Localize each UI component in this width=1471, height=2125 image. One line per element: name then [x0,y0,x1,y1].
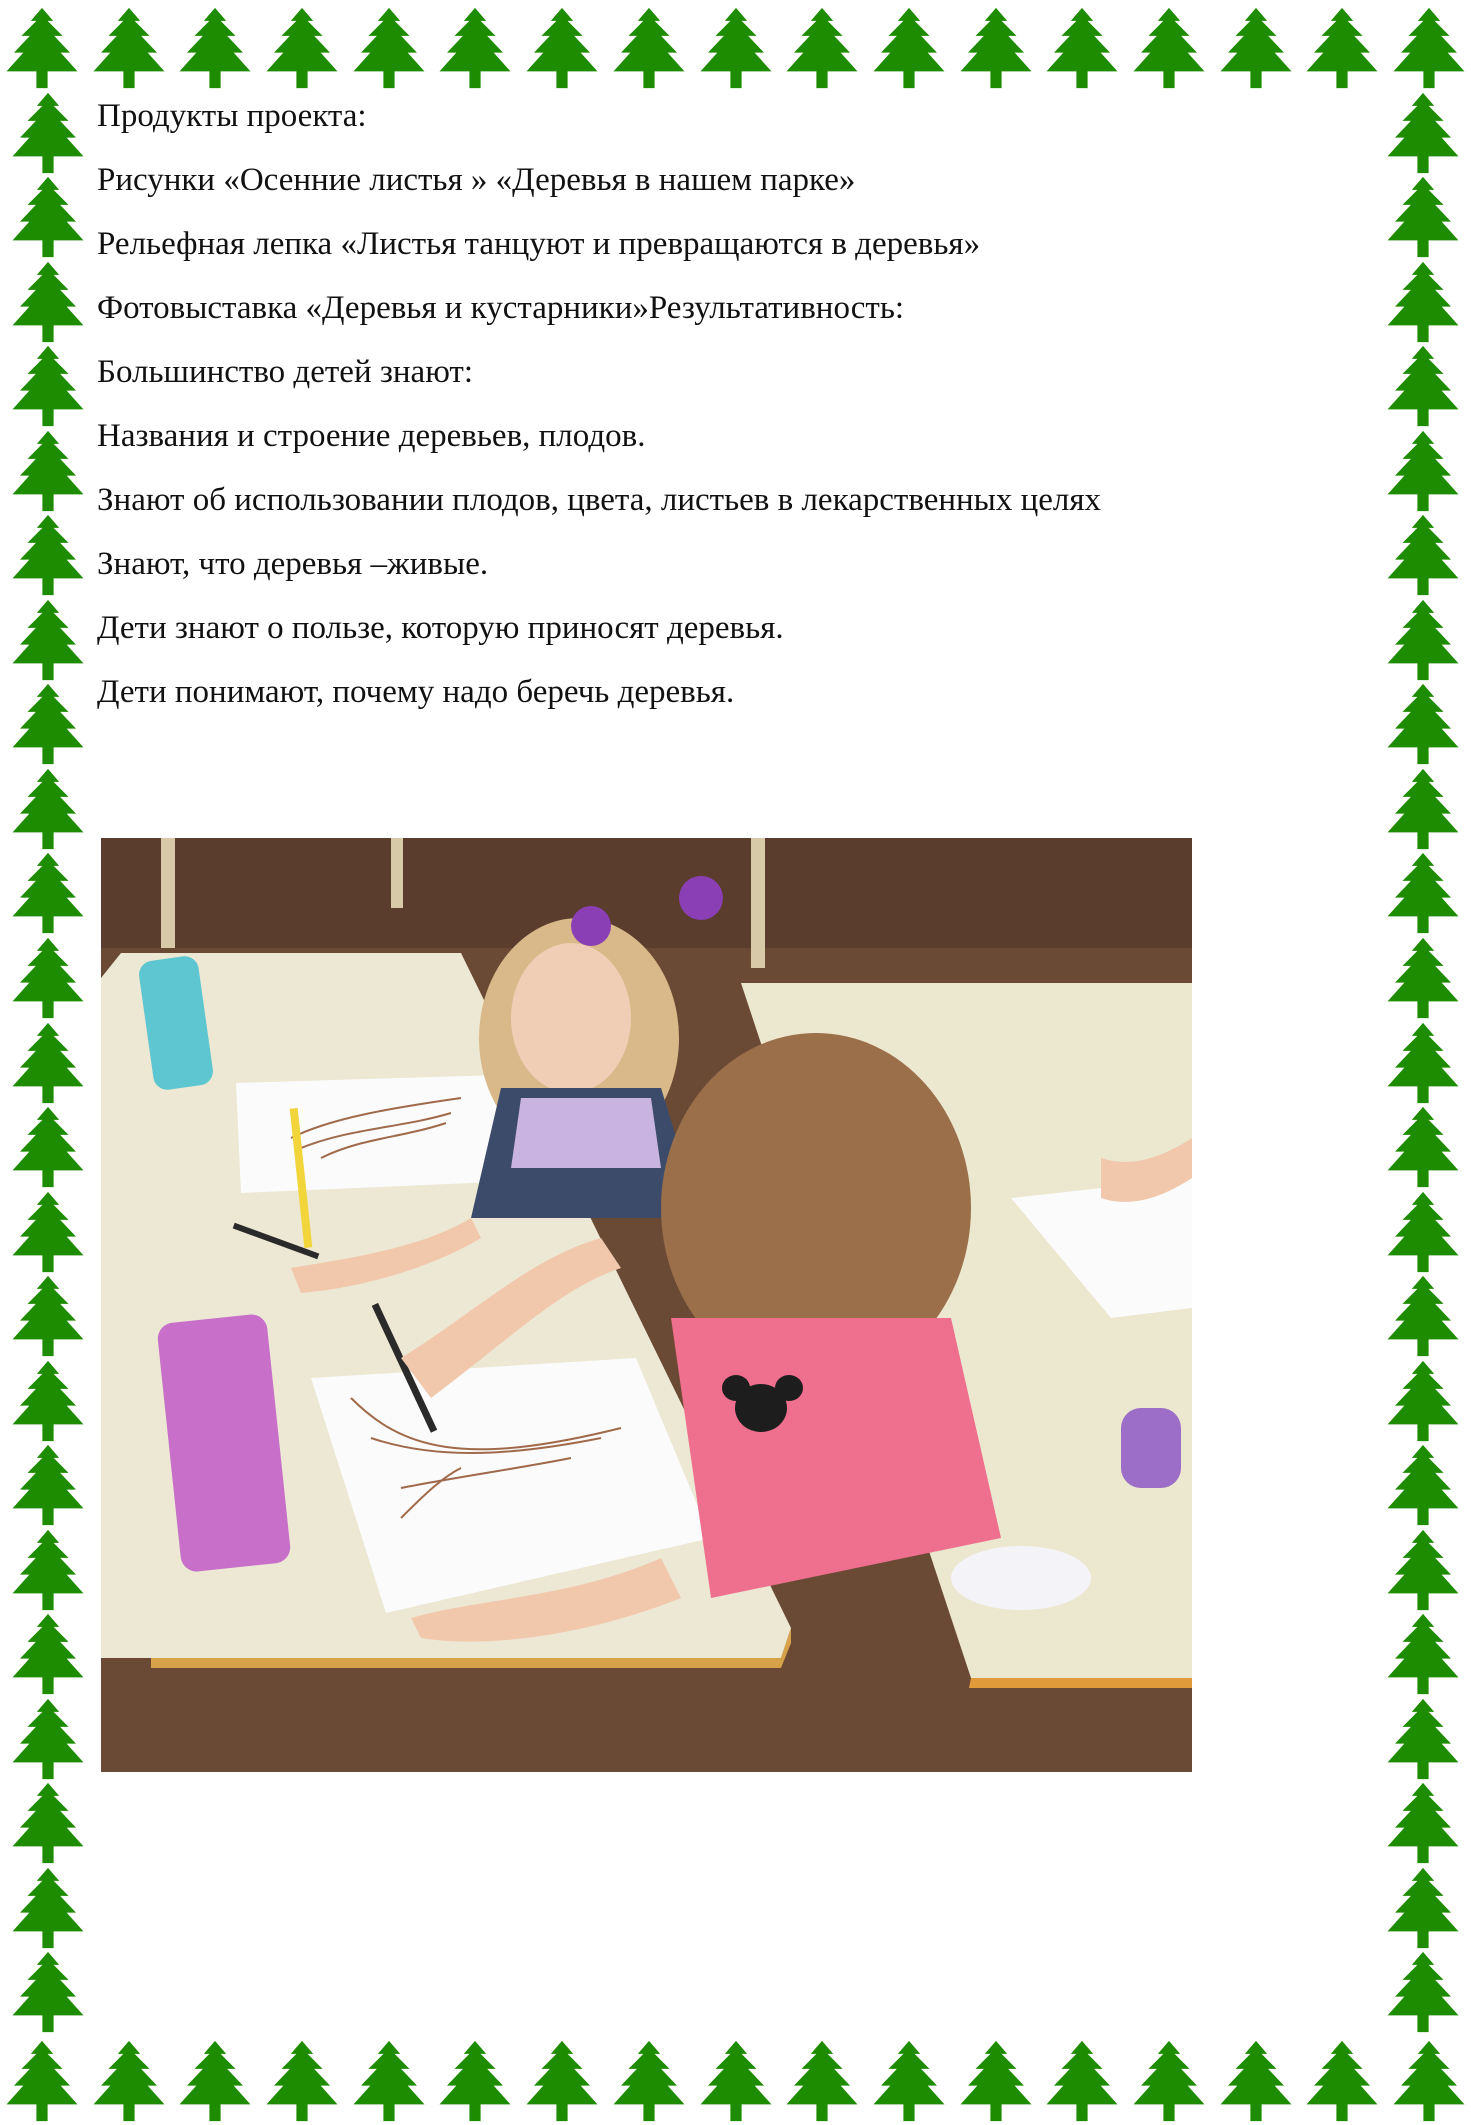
fir-tree-icon [180,2041,251,2121]
fir-tree-icon [1388,1445,1459,1525]
fir-tree-icon [13,1530,84,1610]
fir-tree-icon [13,684,84,764]
fir-tree-icon [7,2041,78,2121]
fir-tree-icon [1394,2041,1465,2121]
fir-tree-icon [13,431,84,511]
fir-tree-icon [1394,8,1465,88]
fir-tree-icon [1388,1614,1459,1694]
fir-tree-icon [1388,1699,1459,1779]
fir-tree-icon [527,8,598,88]
fir-tree-icon [1221,2041,1292,2121]
fir-tree-icon [1388,600,1459,680]
fir-tree-icon [1388,93,1459,173]
trees-alive-line: Знают, что деревья –живые. [97,546,489,582]
fir-tree-icon [13,938,84,1018]
fir-tree-icon [180,8,251,88]
fir-tree-icon [94,2041,165,2121]
fir-tree-icon [13,853,84,933]
fir-tree-icon [1134,8,1205,88]
fir-tree-icon [1388,1192,1459,1272]
fir-tree-icon [1388,1952,1459,2032]
fir-tree-icon [961,2041,1032,2121]
fir-tree-icon [1047,8,1118,88]
fir-tree-icon [13,1107,84,1187]
protect-trees-line: Дети понимают, почему надо беречь деревья. [97,674,735,710]
fir-tree-icon [1388,684,1459,764]
fir-tree-icon [1388,1107,1459,1187]
fir-tree-icon [13,1783,84,1863]
fir-tree-icon [13,515,84,595]
fir-tree-icon [13,1699,84,1779]
fir-tree-icon [13,1192,84,1272]
fir-tree-icon [1388,515,1459,595]
fir-tree-icon [1307,2041,1378,2121]
medicinal-use-line: Знают об использовании плодов, цвета, листьев в лекарственных целях [97,482,1102,518]
fir-tree-icon [874,8,945,88]
fir-tree-icon [13,600,84,680]
fir-tree-icon [1221,8,1292,88]
fir-tree-icon [787,8,858,88]
fir-tree-icon [267,8,338,88]
fir-tree-icon [614,8,685,88]
fir-tree-icon [1388,1783,1459,1863]
fir-tree-icon [614,2041,685,2121]
photo-exhibition-line: Фотовыставка «Деревья и кустарники»Результативность: [97,290,905,326]
fir-tree-icon [701,8,772,88]
fir-tree-icon [13,1276,84,1356]
fir-tree-icon [13,1952,84,2032]
fir-tree-icon [1388,346,1459,426]
fir-tree-icon [354,2041,425,2121]
fir-tree-icon [961,8,1032,88]
fir-tree-icon [13,1614,84,1694]
drawings-line: Рисунки «Осенние листья » «Деревья в нашем парке» [97,162,856,198]
fir-tree-icon [1047,2041,1118,2121]
fir-tree-icon [1388,1023,1459,1103]
fir-tree-icon [440,2041,511,2121]
fir-tree-icon [13,346,84,426]
fir-tree-icon [1388,853,1459,933]
fir-tree-icon [13,1023,84,1103]
fir-tree-icon [701,2041,772,2121]
fir-tree-icon [1388,177,1459,257]
fir-tree-icon [267,2041,338,2121]
text-block [97,96,1377,736]
fir-tree-icon [527,2041,598,2121]
fir-tree-icon [440,8,511,88]
fir-tree-icon [13,262,84,342]
fir-tree-icon [13,1868,84,1948]
fir-tree-icon [1388,1276,1459,1356]
fir-tree-icon [1307,8,1378,88]
fir-tree-icon [13,93,84,173]
children-drawing-photo [101,838,1192,1772]
fir-tree-icon [13,1361,84,1441]
fir-tree-icon [787,2041,858,2121]
fir-tree-icon [13,769,84,849]
modeling-line: Рельефная лепка «Листья танцуют и превращаются в деревья» [97,226,981,262]
fir-tree-icon [1388,769,1459,849]
fir-tree-icon [13,1445,84,1525]
fir-tree-icon [874,2041,945,2121]
products-heading: Продукты проекта: [97,98,367,134]
fir-tree-icon [13,177,84,257]
fir-tree-icon [1388,1361,1459,1441]
benefit-line: Дети знают о пользе, которую приносят деревья. [97,610,784,646]
fir-tree-icon [1388,431,1459,511]
fir-tree-icon [1134,2041,1205,2121]
fir-tree-icon [1388,1868,1459,1948]
fir-tree-icon [1388,938,1459,1018]
fir-tree-icon [1388,1530,1459,1610]
fir-tree-icon [1388,262,1459,342]
fir-tree-icon [7,8,78,88]
tree-names-line: Названия и строение деревьев, плодов. [97,418,646,454]
fir-tree-icon [94,8,165,88]
fir-tree-icon [354,8,425,88]
majority-know-line: Большинство детей знают: [97,354,474,390]
